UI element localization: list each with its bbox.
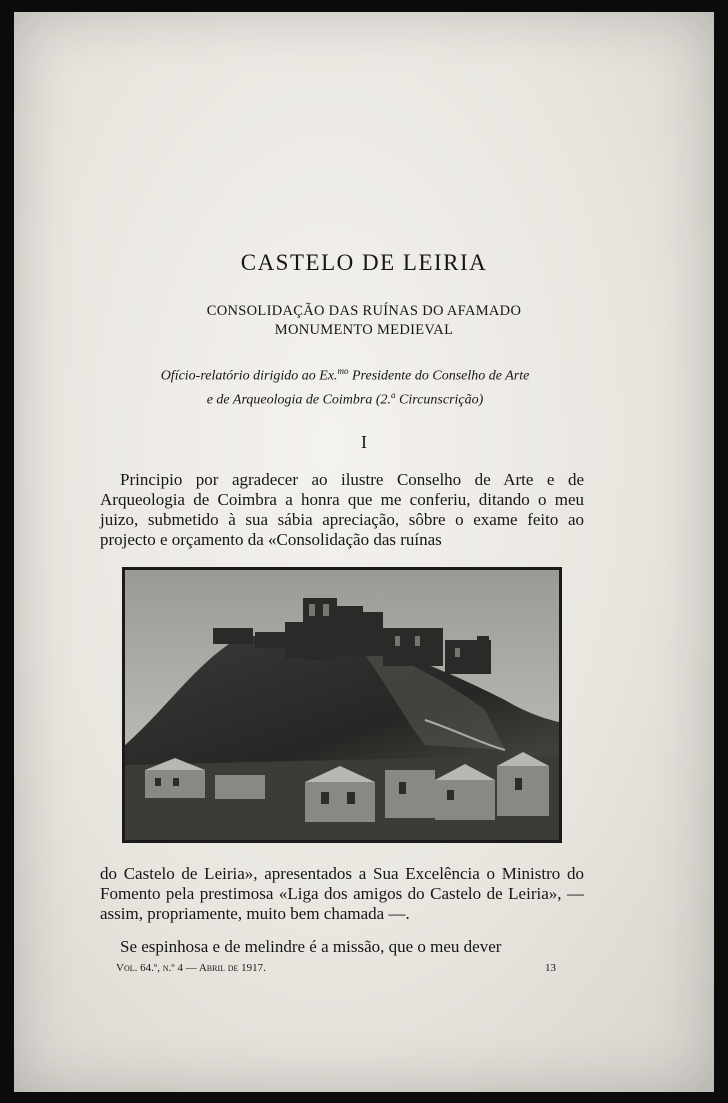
subtitle-line-2: MONUMENTO MEDIEVAL — [274, 322, 454, 338]
paragraph-2: do Castelo de Leiria», apresentados a Sua Excelência o Ministro do Fomento pela prestimosa «Liga dos amigos do Castelo de Leiria», — assim, propriamente, muito bem chamada —. — [100, 864, 584, 923]
castle-photo-drawing — [125, 570, 559, 840]
castle-photo — [122, 567, 562, 843]
paragraph-1: Principio por agradecer ao ilustre Conselho de Arte e de Arqueologia de Coimbra a honra que me conferiu, ditando o meu juizo, submetido à sua sábia apreciação, sôbre o exame feito ao projecto e orçamento da «Consolidação das ruínas — [100, 470, 584, 549]
paragraph-3: Se espinhosa e de melindre é a missão, que o meu dever — [120, 937, 502, 956]
article-title: CASTELO DE LEIRIA — [240, 250, 488, 275]
article-subtitle — [14, 302, 714, 340]
volume-info: Vol. 64.º, n.º 4 — Abril de 1917. — [116, 962, 266, 974]
page-sheet — [14, 12, 714, 1092]
note-line-2: e de Arqueologia de Coimbra (2.$^a$ Circunscrição) — [206, 389, 484, 408]
subtitle-line-1: CONSOLIDAÇÃO DAS RUÍNAS DO AFAMADO — [206, 303, 522, 319]
page-number: 13 — [545, 962, 556, 974]
page-footer — [116, 962, 556, 974]
note-line-1: Ofício-relatório dirigido ao Ex.$^{mo}$ Presidente do Conselho de Arte — [160, 366, 530, 384]
report-note — [110, 362, 580, 409]
section-numeral: I — [361, 432, 367, 452]
